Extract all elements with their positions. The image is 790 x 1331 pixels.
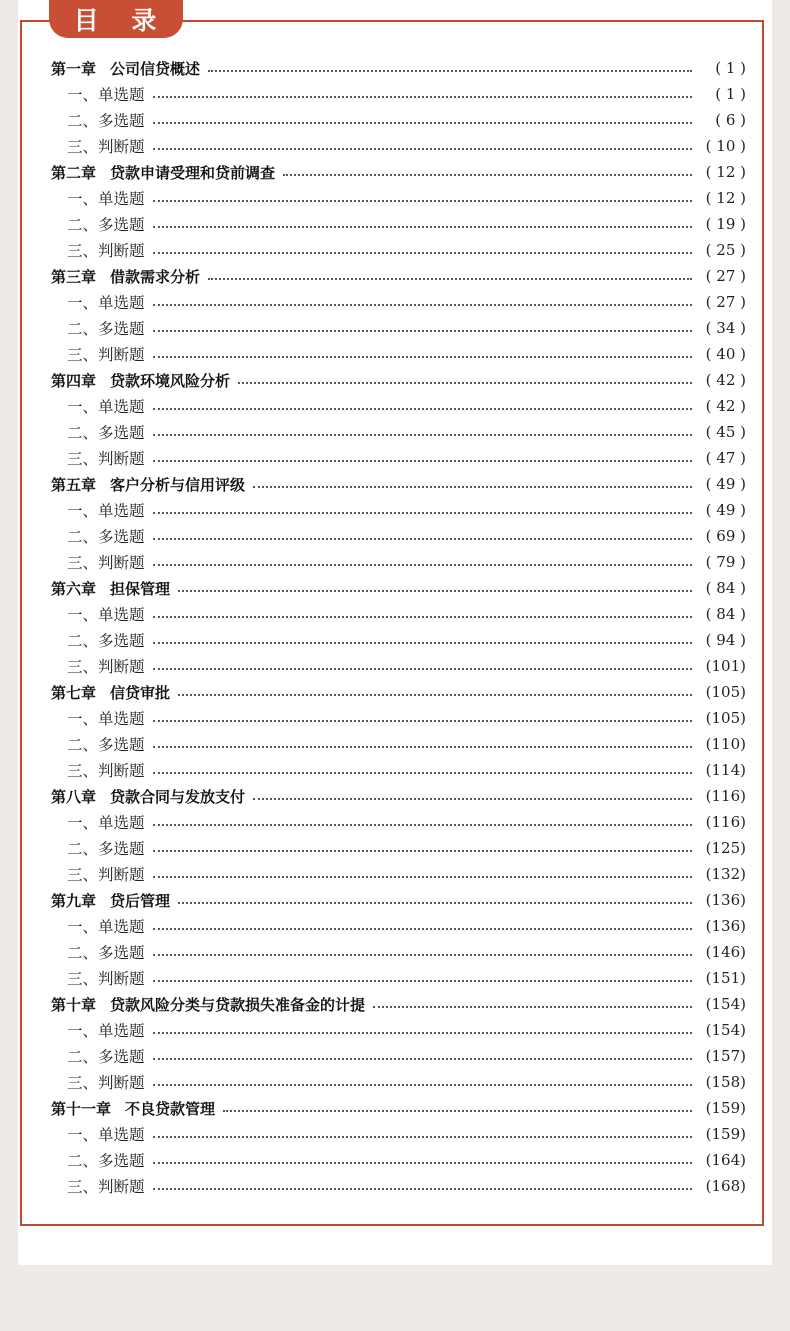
page-number: ( 1 ) xyxy=(715,85,746,103)
page-number: ( 69 ) xyxy=(705,527,746,545)
toc-section-row[interactable] xyxy=(51,549,746,575)
page-number: (168) xyxy=(705,1177,746,1195)
toc-chapter-row[interactable] xyxy=(51,783,746,809)
page-number: ( 49 ) xyxy=(705,475,746,493)
section-title: 一、单选题 xyxy=(67,86,145,104)
dot-leader xyxy=(153,1031,692,1034)
chapter-number: 第九章 xyxy=(51,891,97,910)
section-title: 二、多选题 xyxy=(67,320,145,338)
toc-section-row[interactable] xyxy=(51,939,746,965)
chapter-label xyxy=(51,370,230,391)
page-number: (125) xyxy=(705,839,746,857)
dot-leader xyxy=(153,1187,692,1190)
section-title: 二、多选题 xyxy=(67,944,145,962)
dot-leader xyxy=(153,147,692,150)
page-number: ( 49 ) xyxy=(705,501,746,519)
section-title: 三、判断题 xyxy=(67,866,145,884)
section-title: 三、判断题 xyxy=(67,138,145,156)
chapter-label xyxy=(51,266,200,287)
section-title: 三、判断题 xyxy=(67,658,145,676)
page-number: ( 94 ) xyxy=(705,631,746,649)
section-title: 二、多选题 xyxy=(67,528,145,546)
page-number: ( 42 ) xyxy=(705,397,746,415)
toc-section-row[interactable] xyxy=(51,601,746,627)
chapter-title: 贷后管理 xyxy=(110,891,171,910)
chapter-number: 第七章 xyxy=(51,683,97,702)
chapter-number: 第五章 xyxy=(51,475,97,494)
chapter-title: 借款需求分析 xyxy=(110,267,201,286)
section-title: 一、单选题 xyxy=(67,502,145,520)
toc-chapter-row[interactable] xyxy=(51,471,746,497)
page-number: ( 45 ) xyxy=(705,423,746,441)
section-title: 二、多选题 xyxy=(67,840,145,858)
page-number: ( 6 ) xyxy=(715,111,746,129)
section-title: 三、判断题 xyxy=(67,346,145,364)
page-number: (159) xyxy=(705,1099,746,1117)
section-title: 三、判断题 xyxy=(67,970,145,988)
page-number: (164) xyxy=(705,1151,746,1169)
chapter-number: 第十章 xyxy=(51,995,97,1014)
page-number: (105) xyxy=(705,683,746,701)
section-title: 三、判断题 xyxy=(67,1074,145,1092)
page-number: (154) xyxy=(705,995,746,1013)
toc-chapter-row[interactable] xyxy=(51,679,746,705)
section-title: 一、单选题 xyxy=(67,814,145,832)
toc-chapter-row[interactable] xyxy=(51,159,746,185)
dot-leader xyxy=(153,511,692,514)
toc-section-row[interactable] xyxy=(51,393,746,419)
page-number: ( 47 ) xyxy=(705,449,746,467)
page-number: ( 10 ) xyxy=(705,137,746,155)
dot-leader xyxy=(153,563,692,566)
chapter-label xyxy=(51,474,245,495)
section-title: 一、单选题 xyxy=(67,398,145,416)
dot-leader xyxy=(153,771,692,774)
dot-leader xyxy=(178,901,692,904)
page-number: (101) xyxy=(705,657,746,675)
chapter-title: 公司信贷概述 xyxy=(110,59,201,78)
chapter-title: 贷款申请受理和贷前调查 xyxy=(110,163,276,182)
dot-leader xyxy=(208,277,692,280)
chapter-title: 客户分析与信用评级 xyxy=(110,475,246,494)
section-title: 一、单选题 xyxy=(67,1126,145,1144)
chapter-title: 贷款风险分类与贷款损失准备金的计提 xyxy=(110,995,366,1014)
page-number: ( 42 ) xyxy=(705,371,746,389)
dot-leader xyxy=(153,641,692,644)
page-number: ( 84 ) xyxy=(705,579,746,597)
chapter-label xyxy=(51,162,275,183)
dot-leader xyxy=(153,433,692,436)
page-number: (105) xyxy=(705,709,746,727)
dot-leader xyxy=(153,953,692,956)
toc-section-row[interactable] xyxy=(51,185,746,211)
chapter-number: 第三章 xyxy=(51,267,97,286)
chapter-label xyxy=(51,682,170,703)
toc-section-row[interactable] xyxy=(51,861,746,887)
dot-leader xyxy=(153,823,692,826)
toc-section-row[interactable] xyxy=(51,133,746,159)
toc-section-row[interactable] xyxy=(51,809,746,835)
dot-leader xyxy=(153,875,692,878)
toc-section-row[interactable] xyxy=(51,419,746,445)
dot-leader xyxy=(208,69,692,72)
toc-section-row[interactable] xyxy=(51,1069,746,1095)
toc-chapter-row[interactable] xyxy=(51,1095,746,1121)
toc-section-row[interactable] xyxy=(51,237,746,263)
toc-section-row[interactable] xyxy=(51,627,746,653)
dot-leader xyxy=(223,1109,692,1112)
toc-section-row[interactable] xyxy=(51,497,746,523)
page-number: (151) xyxy=(705,969,746,987)
page-number: ( 25 ) xyxy=(705,241,746,259)
toc-section-row[interactable] xyxy=(51,445,746,471)
toc-section-row[interactable] xyxy=(51,731,746,757)
chapter-title: 不良贷款管理 xyxy=(125,1099,216,1118)
dot-leader xyxy=(153,849,692,852)
toc-section-row[interactable] xyxy=(51,1121,746,1147)
dot-leader xyxy=(153,615,692,618)
section-title: 一、单选题 xyxy=(67,1022,145,1040)
section-title: 二、多选题 xyxy=(67,1152,145,1170)
chapter-label xyxy=(51,786,245,807)
dot-leader xyxy=(153,225,692,228)
dot-leader xyxy=(153,303,692,306)
dot-leader xyxy=(178,589,692,592)
dot-leader xyxy=(153,121,692,124)
chapter-number: 第十一章 xyxy=(51,1099,112,1118)
dot-leader xyxy=(153,979,692,982)
dot-leader xyxy=(238,381,692,384)
chapter-title: 贷款合同与发放支付 xyxy=(110,787,246,806)
chapter-title: 信贷审批 xyxy=(110,683,171,702)
page-number: ( 79 ) xyxy=(705,553,746,571)
page-number: ( 12 ) xyxy=(705,163,746,181)
chapter-label xyxy=(51,890,170,911)
section-title: 三、判断题 xyxy=(67,242,145,260)
section-title: 一、单选题 xyxy=(67,190,145,208)
dot-leader xyxy=(153,407,692,410)
toc-section-row[interactable] xyxy=(51,1043,746,1069)
page-number: (114) xyxy=(705,761,746,779)
toc-section-row[interactable] xyxy=(51,757,746,783)
dot-leader xyxy=(153,355,692,358)
toc-chapter-row[interactable] xyxy=(51,887,746,913)
section-title: 三、判断题 xyxy=(67,1178,145,1196)
section-title: 一、单选题 xyxy=(67,294,145,312)
dot-leader xyxy=(153,667,692,670)
page-number: ( 27 ) xyxy=(705,293,746,311)
table-of-contents xyxy=(51,55,746,1199)
dot-leader xyxy=(153,1057,692,1060)
dot-leader xyxy=(153,745,692,748)
chapter-label xyxy=(51,58,200,79)
dot-leader xyxy=(253,485,692,488)
section-title: 二、多选题 xyxy=(67,424,145,442)
section-title: 一、单选题 xyxy=(67,606,145,624)
page-number: (159) xyxy=(705,1125,746,1143)
toc-chapter-row[interactable] xyxy=(51,263,746,289)
page-number: ( 1 ) xyxy=(715,59,746,77)
toc-chapter-row[interactable] xyxy=(51,55,746,81)
page-number: ( 84 ) xyxy=(705,605,746,623)
page-number: ( 27 ) xyxy=(705,267,746,285)
toc-section-row[interactable] xyxy=(51,835,746,861)
dot-leader xyxy=(253,797,692,800)
toc-section-row[interactable] xyxy=(51,523,746,549)
page-number: (116) xyxy=(705,787,746,805)
dot-leader xyxy=(283,173,692,176)
dot-leader xyxy=(153,719,692,722)
chapter-number: 第一章 xyxy=(51,59,97,78)
section-title: 一、单选题 xyxy=(67,710,145,728)
toc-section-row[interactable] xyxy=(51,653,746,679)
dot-leader xyxy=(153,1161,692,1164)
section-title: 二、多选题 xyxy=(67,736,145,754)
dot-leader xyxy=(153,95,692,98)
dot-leader xyxy=(153,199,692,202)
toc-section-row[interactable] xyxy=(51,289,746,315)
chapter-label xyxy=(51,578,170,599)
toc-chapter-row[interactable] xyxy=(51,991,746,1017)
toc-section-row[interactable] xyxy=(51,965,746,991)
toc-section-row[interactable] xyxy=(51,341,746,367)
page-number: ( 40 ) xyxy=(705,345,746,363)
toc-section-row[interactable] xyxy=(51,705,746,731)
toc-title: 目 录 xyxy=(49,0,183,38)
toc-section-row[interactable] xyxy=(51,1173,746,1199)
dot-leader xyxy=(153,329,692,332)
toc-section-row[interactable] xyxy=(51,211,746,237)
dot-leader xyxy=(153,459,692,462)
section-title: 二、多选题 xyxy=(67,112,145,130)
toc-section-row[interactable] xyxy=(51,81,746,107)
chapter-number: 第六章 xyxy=(51,579,97,598)
page-number: (110) xyxy=(705,735,746,753)
page-number: (146) xyxy=(705,943,746,961)
section-title: 三、判断题 xyxy=(67,450,145,468)
section-title: 三、判断题 xyxy=(67,554,145,572)
page-number: ( 19 ) xyxy=(705,215,746,233)
toc-chapter-row[interactable] xyxy=(51,575,746,601)
page-number: (158) xyxy=(705,1073,746,1091)
chapter-label xyxy=(51,1098,215,1119)
section-title: 二、多选题 xyxy=(67,632,145,650)
page-number: (154) xyxy=(705,1021,746,1039)
chapter-label xyxy=(51,994,365,1015)
chapter-title: 担保管理 xyxy=(110,579,171,598)
section-title: 二、多选题 xyxy=(67,216,145,234)
page-number: (132) xyxy=(705,865,746,883)
chapter-number: 第四章 xyxy=(51,371,97,390)
chapter-number: 第八章 xyxy=(51,787,97,806)
dot-leader xyxy=(373,1005,692,1008)
dot-leader xyxy=(153,927,692,930)
section-title: 一、单选题 xyxy=(67,918,145,936)
section-title: 三、判断题 xyxy=(67,762,145,780)
dot-leader xyxy=(153,1135,692,1138)
toc-section-row[interactable] xyxy=(51,1147,746,1173)
page-number: (116) xyxy=(705,813,746,831)
dot-leader xyxy=(153,537,692,540)
section-title: 二、多选题 xyxy=(67,1048,145,1066)
toc-section-row[interactable] xyxy=(51,107,746,133)
toc-section-row[interactable] xyxy=(51,1017,746,1043)
page-number: ( 34 ) xyxy=(705,319,746,337)
chapter-number: 第二章 xyxy=(51,163,97,182)
page-number: (136) xyxy=(705,891,746,909)
toc-section-row[interactable] xyxy=(51,315,746,341)
dot-leader xyxy=(153,251,692,254)
page-number: ( 12 ) xyxy=(705,189,746,207)
toc-section-row[interactable] xyxy=(51,913,746,939)
page-number: (157) xyxy=(705,1047,746,1065)
page-number: (136) xyxy=(705,917,746,935)
dot-leader xyxy=(178,693,692,696)
chapter-title: 贷款环境风险分析 xyxy=(110,371,231,390)
dot-leader xyxy=(153,1083,692,1086)
toc-chapter-row[interactable] xyxy=(51,367,746,393)
